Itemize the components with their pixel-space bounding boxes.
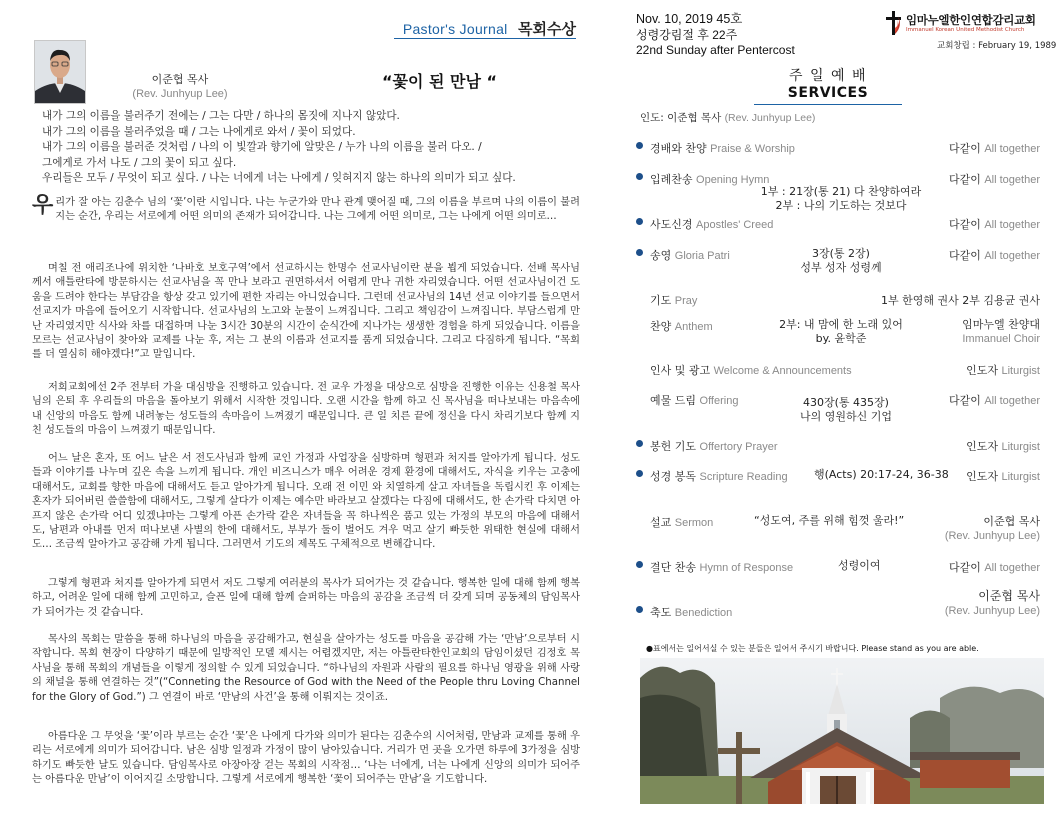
preacher-name: 이준협 목사 <box>983 515 1040 528</box>
church-logo <box>884 10 1056 64</box>
item-name-ko: 사도신경 <box>650 218 693 231</box>
scripture-reference: 행(Acts) 20:17-24, 36-38 <box>814 468 949 481</box>
hymn-title: 성부 성자 성령께 <box>800 261 882 274</box>
hymn-number: 3장(통 2장) <box>812 247 870 260</box>
dropcap: 우 <box>32 193 54 218</box>
item-role-ko: 다같이 <box>948 142 981 155</box>
item-name-en: Offertory Prayer <box>699 441 778 453</box>
pastor-name: 이준협 목사 <box>151 73 209 86</box>
pastor-name-en: (Rev. Junhyup Lee) <box>132 88 228 100</box>
services-title <box>754 65 902 105</box>
item-role-en: All together <box>984 174 1040 186</box>
service-leader <box>640 110 815 125</box>
item-name-en: Scripture Reading <box>699 471 788 483</box>
paragraph-text: 리가 잘 아는 김춘수 님의 ‘꽃’이란 시입니다. 나는 누군가와 만나 관계 맺어질 때, 그의 이름을 부르며 나의 이름이 불려지는 순간, 우리는 서로에게 어떤 의미의 존재가 되어갑니다. 나는 그에게 어떤 의미로, 그는 나에게 어떤 의미로… <box>55 197 580 223</box>
cross-flame-icon <box>884 10 904 36</box>
item-role-ko: 인도자 <box>966 364 998 377</box>
stand-bullet-icon <box>636 440 643 447</box>
prayer-leaders: 1부 한영해 권사 2부 김용균 권사 <box>881 294 1040 307</box>
stand-note: ●표에서는 일어서실 수 있는 분들은 일어서 주시기 바랍니다. Please stand as you are able. <box>646 644 979 653</box>
item-name-ko: 경배와 찬양 <box>650 142 707 155</box>
anthem-title: 2부: 내 맘에 한 노래 있어 <box>779 318 903 331</box>
liturgical-week-ko: 성령강림절 후 22주 <box>636 27 738 42</box>
item-name-ko: 예물 드림 <box>650 394 697 407</box>
item-name-ko: 축도 <box>650 606 672 619</box>
order-item-anthem <box>636 318 1040 348</box>
item-name-en: Sermon <box>674 517 714 529</box>
item-role-ko: 다같이 <box>948 173 981 186</box>
item-name-en: Pray <box>674 295 698 307</box>
item-name-en: Hymn of Response <box>699 562 794 574</box>
church-name: 임마누엘한인연합감리교회 <box>906 13 1036 27</box>
item-name-ko: 인사 및 광고 <box>650 364 711 377</box>
item-role-en: All together <box>984 219 1040 231</box>
article-title: “꽃이 된 만남 “ <box>382 72 498 91</box>
church-name-en: Immanuel Korean United Methodist Church <box>906 27 1025 33</box>
hymn-line: 2부 : 나의 기도하는 것보다 <box>775 199 907 212</box>
item-name-ko: 결단 찬송 <box>650 561 697 574</box>
item-role-en: Immanuel Choir <box>962 333 1040 345</box>
item-name-ko: 설교 <box>650 516 672 529</box>
pastors-journal-page <box>22 0 588 816</box>
item-name-ko: 송영 <box>650 249 672 262</box>
stand-bullet-icon <box>636 142 643 149</box>
stand-bullet-icon <box>636 470 643 477</box>
item-role-en: All together <box>984 395 1040 407</box>
stand-bullet-icon <box>636 218 643 225</box>
issue-info <box>636 12 795 59</box>
order-item-gloria-patri <box>636 247 1040 277</box>
item-name-ko: 입례찬송 <box>650 173 693 186</box>
header-rule <box>394 38 576 39</box>
paragraph: 목사의 목회는 말씀을 통해 하나님의 마음을 공감해가고, 현실을 살아가는 성도를 마음을 공감해 가는 ‘만남’으로부터 시작합니다. 목회 현장이 다양하기 때문에 일방적인 모델 제시는 어렵겠지만, 저는 아틀란타한인교회의 담임이셨던 김정호 목사님을 통해 목회의 개념들을 이렇게 정의할 수 있게 되었습니다. “하나님의 자원과 사람의 필요를 하나님 영광을 위해 사랑의 채널을 통해 연결하는 것”(“Conneting the Resource of God with the Need of the People thru Loving Channel for the Glory of God.”) 그 연결이 바로 ‘만남의 사건’을 통해 이뤄지는 것이죠. <box>32 634 580 703</box>
item-role-en: All together <box>984 143 1040 155</box>
church-building-photo <box>640 658 1044 804</box>
leader-ko: 인도: 이준협 목사 <box>640 112 722 124</box>
item-role-ko: 다같이 <box>948 249 981 262</box>
item-role-ko: 인도자 <box>966 440 998 453</box>
pastor-photo <box>34 40 86 104</box>
item-name-en: Benediction <box>674 607 733 619</box>
poem-line: 그에게로 가서 나도 / 그의 꽃이 되고 싶다. <box>42 156 237 169</box>
hymn-number: 430장(통 435장) <box>803 396 889 409</box>
worship-order-page <box>636 0 1056 816</box>
item-name-ko: 봉헌 기도 <box>650 440 697 453</box>
item-name-en: Opening Hymn <box>696 174 770 186</box>
item-name-ko: 기도 <box>650 294 672 307</box>
item-role-ko: 다같이 <box>948 394 981 407</box>
leader-en: (Rev. Junhyup Lee) <box>724 112 816 124</box>
item-name-ko: 찬양 <box>650 320 672 333</box>
item-role-ko: 다같이 <box>948 218 981 231</box>
item-role-en: All together <box>984 562 1040 574</box>
order-item-opening-hymn <box>636 171 1040 215</box>
preacher-name-en: (Rev. Junhyup Lee) <box>944 605 1040 617</box>
item-role-ko: 인도자 <box>966 470 998 483</box>
paragraph: 아름다운 그 무엇을 ‘꽃’이라 부르는 순간 ‘꽃’은 나에게 다가와 의미가 된다는 김춘수의 시어처럼, 만남과 교제를 통해 우리는 서로에게 의미가 되어갑니다. 남은 심방 일정과 가정이 많이 남아있습니다. 거리가 먼 곳을 오가면 하루에 3가정을 심방하기도 빠듯한 날도 있습니다. 담임목사로 아장아장 걷는 목회의 시작점… ‘나는 너에게, 너는 나에게 신앙의 의미가 되어주는 아름다운 만남’이 이어지길 소망합니다. 그렇게 서로에게 행복한 ‘꽃이 되어주는 만남’을 기도합니다. <box>32 731 580 786</box>
poem <box>42 109 582 187</box>
preacher-name: 이준협 목사 <box>978 589 1040 603</box>
item-name-en: Praise & Worship <box>710 143 795 155</box>
services-title-ko: 주 일 예 배 <box>789 68 867 84</box>
item-name-en: Anthem <box>674 321 713 333</box>
paragraph: 그렇게 형편과 처지를 알아가게 되면서 저도 그렇게 여러분의 목사가 되어가는 것 같습니다. 행복한 일에 대해 함께 행복하고, 어려운 일에 대해 함께 고민하고, 슬픈 일에 대해 함께 슬퍼하는 마음의 공감을 조금씩 더 갖게 되며 공동체의 담임목사가 되어가는 것 같습니다. <box>32 578 580 618</box>
preacher-name-en: (Rev. Junhyup Lee) <box>944 530 1040 542</box>
order-item-sermon <box>636 514 1040 544</box>
item-name-en: Welcome & Announcements <box>713 365 852 377</box>
issue-date: Nov. 10, 2019 45호 <box>636 12 743 26</box>
hymn-title: 나의 영원하신 기업 <box>799 410 892 423</box>
paragraph: 며칠 전 애리조나에 위치한 ‘나바호 보호구역’에서 선교하시는 한명수 선교사님이란 분을 뵙게 되었습니다. 선배 목사님께서 애틀란타에 방문하시는 선교사님을 꼭 만나 보라고 권면하셔서 어렵게 만나 귀한 자리였습니다. 어떤 선교사님이건 도움을 드려야 한다는 부담감을 항상 갖고 있기에 편한 자리는 아니었습니다. 그런데 선교사님의 14년 선교 이야기를 들으면서 선교지가 마음에 들어오기 시작합니다. 선교사님의 노고와 눈물이 느껴집니다. 그리고 책임감이 느껴집니다. 부담스럽게 만난 자리였지만 식사와 차를 대접하며 나눈 3시간 30분의 시간이 순식간에 지나가는 생생한 경험을 하게 되었습니다. 이름을 모르는 선교사님이 찾아와 교제를 나눈 후, 저는 그 분의 이름과 선교지를 품게 되었습니다. 그리고 다짐하게 됩니다. “목회를 더 열심히 해야겠다!”고 말입니다. <box>32 263 580 361</box>
item-role-ko: 다같이 <box>948 561 981 574</box>
stand-bullet-icon <box>636 249 643 256</box>
pastor-byline <box>100 73 260 101</box>
paragraph: 어느 날은 혼자, 또 어느 날은 서 전도사님과 함께 교인 가정과 사업장을 심방하며 형편과 처지를 알아가게 됩니다. 성도들과 이야기를 나누며 깊은 속을 느끼게 됩니다. 개인 비즈니스가 매우 어려운 경제 환경에 대해서도, 자식을 키우는 고충에 대해서도, 교회를 향한 마음에 대해서도 듣고 알아가게 됩니다. 오래 전 이민 와 치열하게 살고 자녀들을 독립시킨 후 이제는 혼자가 되어버린 쓸쓸함에 대해서도, 그렇게 살다가 이제는 예수만 바라보고 살겠다는 다짐에 대해서도, 한 손가락 다치면 아프지 않은 손가락 어디 있겠냐마는 그렇게 아픈 손가락 같은 자녀들을 꼭 하나씩은 품고 있는 가정의 부모의 마음에 대해서도, 남편과 아내를 먼저 떠나보낸 사별의 한에 대해서도, 부부가 둘이 벌어도 겨우 먹고 살기 빠듯한 위태한 현실에 대해서도… 조금씩 알아가고 공감해 가게 됩니다. 그러면서 기도의 제목도 구체적으로 변해갑니다. <box>32 453 580 551</box>
item-role-en: Liturgist <box>1001 365 1040 377</box>
stand-bullet-icon <box>636 606 643 613</box>
anthem-composer: by. 윤학준 <box>815 332 867 345</box>
item-role-en: Liturgist <box>1001 441 1040 453</box>
poem-line: 내가 그의 이름을 불러주었을 때 / 그는 나에게로 와서 / 꽃이 되었다. <box>42 125 356 138</box>
sermon-title: “성도여, 주를 위해 힘껏 울라!” <box>754 514 905 527</box>
poem-line: 우리들은 모두 / 무엇이 되고 싶다. / 나는 너에게 너는 나에게 / 잊혀지지 않는 하나의 의미가 되고 싶다. <box>42 172 516 184</box>
poem-line: 내가 그의 이름을 불러주기 전에는 / 그는 다만 / 하나의 몸짓에 지나지 않았다. <box>42 110 400 122</box>
item-name-en: Gloria Patri <box>674 250 730 262</box>
item-name-en: Offering <box>699 395 739 407</box>
order-item-benediction <box>636 589 1040 621</box>
poem-line: 내가 그의 이름을 불러준 것처럼 / 나의 이 빛깔과 향기에 알맞은 / 누가 나의 이름을 불러 다오. / <box>42 141 482 153</box>
paragraph <box>32 193 580 225</box>
order-item-offering <box>636 392 1040 426</box>
item-role-en: All together <box>984 250 1040 262</box>
hymn-line: 1부 : 21장(통 21) 다 찬양하여라 <box>760 185 922 198</box>
item-name-ko: 성경 봉독 <box>650 470 697 483</box>
liturgical-week-en: 22nd Sunday after Pentercost <box>636 43 795 57</box>
paragraph: 저희교회에선 2주 전부터 가을 대심방을 진행하고 있습니다. 전 교우 가정을 대상으로 심방을 진행한 이유는 신용철 목사님의 은퇴 후 우리들의 마음을 돌아보기 위해서 시작한 것입니다. 오랜 시간을 함께 하고 신 목사님을 떠나보내는 마음속에 내 신앙의 마음도 함께 내려놓는 성도들의 속마음이 느껴졌기 때문입니다. 큰 일 치른 끝에 정신을 다시 차리기보다 함께 지친 성도들의 마음이 느껴졌기 때문입니다. <box>32 382 580 437</box>
services-title-en: SERVICES <box>787 85 869 101</box>
stand-bullet-icon <box>636 173 643 180</box>
item-name-en: Apostles' Creed <box>696 219 774 231</box>
journal-header <box>403 18 576 39</box>
hymn-title: 성령이여 <box>838 559 881 572</box>
item-role-en: Liturgist <box>1001 471 1040 483</box>
item-role-ko: 임마누엘 찬양대 <box>962 318 1040 331</box>
journal-title-en: Pastor's Journal <box>402 21 508 37</box>
journal-title-ko: 목회수상 <box>518 20 576 38</box>
stand-bullet-icon <box>636 561 643 568</box>
church-founded: 교회창립 : February 19, 1989 <box>937 41 1056 51</box>
